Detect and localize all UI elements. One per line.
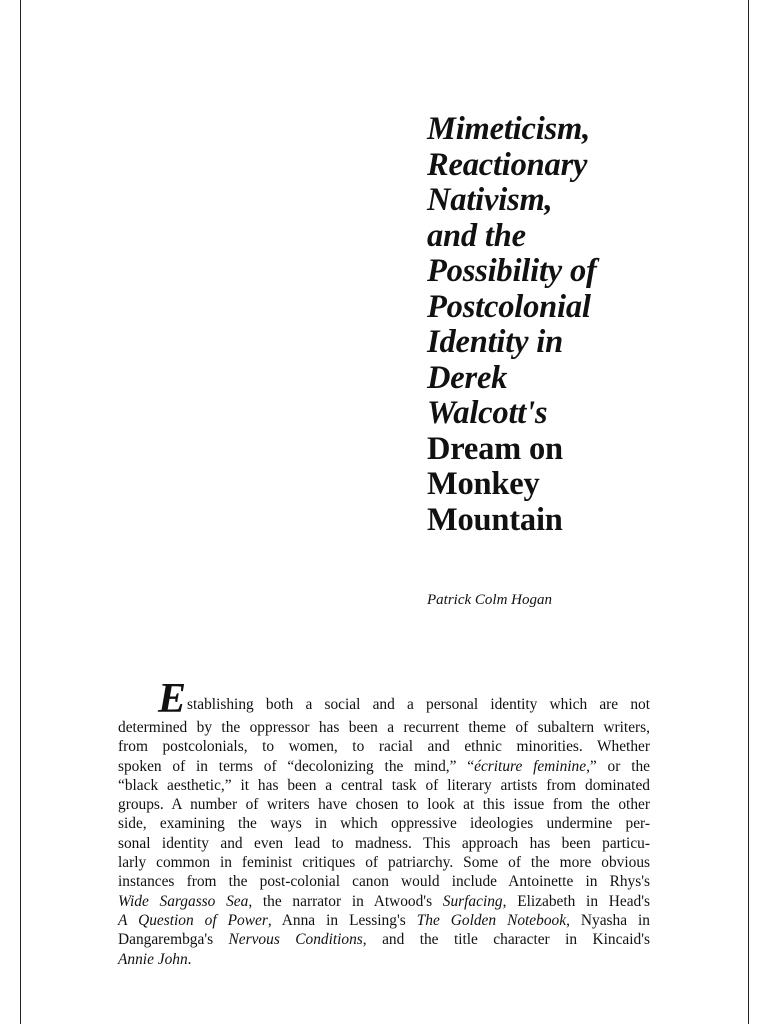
title-line: Monkey: [427, 466, 540, 502]
body-line: [118, 776, 650, 795]
body-line: [118, 853, 650, 872]
body-text-segment: instances from the post-colonial canon would include Antoinette in Rhys's: [118, 873, 650, 891]
body-text-segment: groups. A number of writers have chosen to look at this issue from the other: [118, 796, 650, 814]
body-line: [118, 737, 650, 756]
italic-title-text: écriture feminine: [474, 757, 587, 775]
body-line: [118, 950, 650, 969]
body-text-segment: sonal identity and even lead to madness. This approach has been particu-: [118, 834, 650, 852]
article-title: [427, 112, 727, 538]
title-line: Derek: [427, 359, 508, 396]
italic-title-text: Wide Sargasso Sea: [118, 892, 249, 910]
body-text-segment: , Anna in Lessing's: [267, 911, 417, 929]
italic-title-text: Nervous Conditions: [228, 931, 363, 949]
title-line: Mountain: [427, 501, 563, 538]
right-border-rule: [748, 0, 749, 1024]
body-line: [118, 814, 650, 833]
body-line: [118, 757, 650, 776]
body-paragraph: [118, 676, 651, 969]
body-text-segment: , the narrator in Atwood's: [248, 892, 443, 910]
body-text-segment: stablishing both a social and a personal identity which are not: [187, 696, 650, 713]
title-line: Possibility of: [427, 253, 597, 289]
left-border-rule: [20, 0, 21, 1024]
body-text-segment: “black aesthetic,” it has been a central task of literary artists from dominated: [118, 776, 650, 794]
body-text-segment: ,” or the: [586, 757, 650, 775]
body-text-segment: spoken of in terms of “decolonizing the mind,” “: [118, 757, 475, 775]
body-line: [118, 795, 650, 814]
body-text-segment: , Nyasha in: [566, 911, 651, 929]
author-name: Patrick Colm Hogan: [427, 592, 552, 608]
body-text-segment: side, examining the ways in which oppressive ideologies undermine per-: [118, 815, 650, 833]
title-line: and the: [427, 217, 526, 254]
title-line: Walcott's: [427, 395, 548, 431]
italic-title-text: Surfacing: [442, 892, 503, 910]
body-line: [118, 892, 650, 911]
title-line: Nativism,: [427, 182, 553, 218]
italic-title-text: The Golden Notebook: [416, 911, 567, 929]
title-line: Dream on: [427, 430, 563, 467]
body-text-segment: determined by the oppressor has been a recurrent theme of subaltern writers,: [118, 719, 650, 736]
body-text-segment: from postcolonials, to women, to racial and ethnic minorities. Whether: [118, 738, 650, 756]
body-text-segment: Dangarembga's: [118, 931, 229, 949]
body-line: [118, 718, 650, 737]
body-text-segment: , and the title character in Kincaid's: [362, 931, 650, 949]
body-line: [118, 872, 650, 891]
body-text-segment: .: [187, 950, 192, 968]
title-line: Mimeticism,: [427, 111, 590, 147]
body-line: [118, 930, 650, 949]
body-line: [118, 911, 650, 930]
drop-cap: E: [158, 676, 187, 722]
body-line: [118, 676, 650, 722]
italic-title-text: A Question of Power: [118, 911, 268, 929]
title-line: Reactionary: [427, 146, 588, 183]
title-line: Identity in: [427, 324, 563, 360]
italic-title-text: Annie John: [118, 950, 188, 968]
body-text-segment: , Elizabeth in Head's: [502, 892, 650, 910]
title-line: Postcolonial: [427, 288, 591, 325]
body-line: [118, 834, 650, 853]
body-text-segment: larly common in feminist critiques of patriarchy. Some of the more obvious: [118, 854, 650, 872]
